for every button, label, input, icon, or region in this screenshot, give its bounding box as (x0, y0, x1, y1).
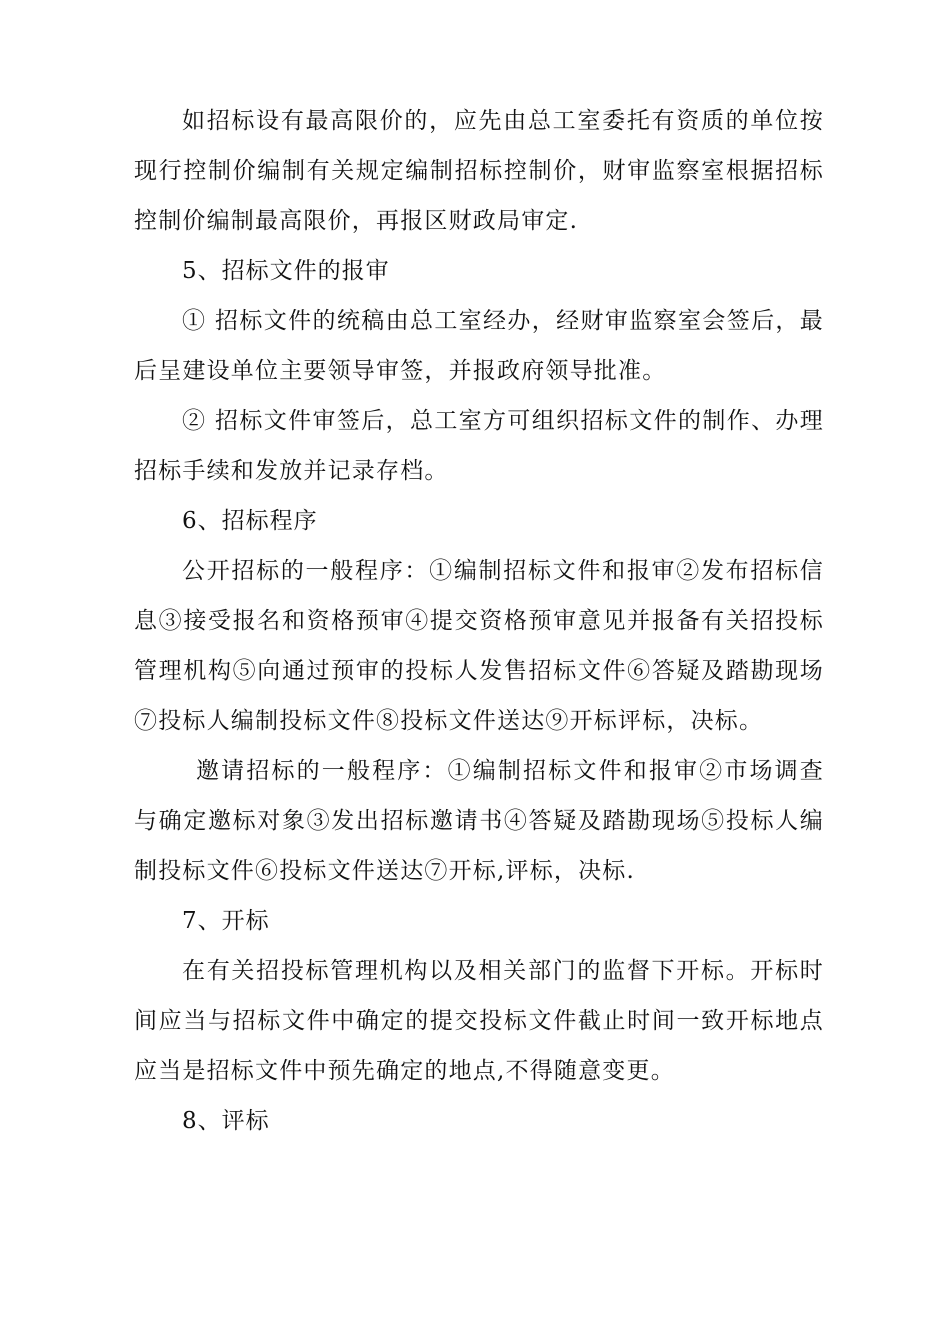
section-heading-tender-review: 5、招标文件的报审 (182, 258, 390, 284)
paragraph-review-step-1: ① 招标文件的统稿由总工室经办，经财审监察室会签后，最后呈建设单位主要领导审签，并报政府领导批准。 (134, 308, 824, 384)
paragraph-max-price: 如招标设有最高限价的，应先由总工室委托有资质的单位按现行控制价编制有关规定编制招标控制价，财审监察室根据招标控制价编制最高限价，再报区财政局审定. (134, 108, 824, 234)
paragraph-bid-opening: 在有关招投标管理机构以及相关部门的监督下开标。开标时间应当与招标文件中确定的提交投标文件截止时间一致开标地点应当是招标文件中预先确定的地点,不得随意变更。 (134, 958, 824, 1084)
paragraph-invited-tender-procedure: 邀请招标的一般程序：①编制招标文件和报审②市场调查与确定邀标对象③发出招标邀请书④答疑及踏勘现场⑤投标人编制投标文件⑥投标文件送达⑦开标,评标，决标. (134, 758, 824, 884)
paragraph-open-tender-procedure: 公开招标的一般程序：①编制招标文件和报审②发布招标信息③接受报名和资格预审④提交资格预审意见并报备有关招投标管理机构⑤向通过预审的投标人发售招标文件⑥答疑及踏勘现场⑦投标人编制投标文件⑧投标文件送达⑨开标评标，决标。 (134, 558, 824, 734)
section-heading-bid-opening: 7、开标 (182, 908, 270, 934)
paragraph-review-step-2: ② 招标文件审签后，总工室方可组织招标文件的制作、办理招标手续和发放并记录存档。 (134, 408, 824, 484)
section-heading-bid-evaluation: 8、评标 (182, 1108, 270, 1134)
section-heading-tender-procedure: 6、招标程序 (182, 508, 318, 534)
document-body (134, 96, 824, 1146)
